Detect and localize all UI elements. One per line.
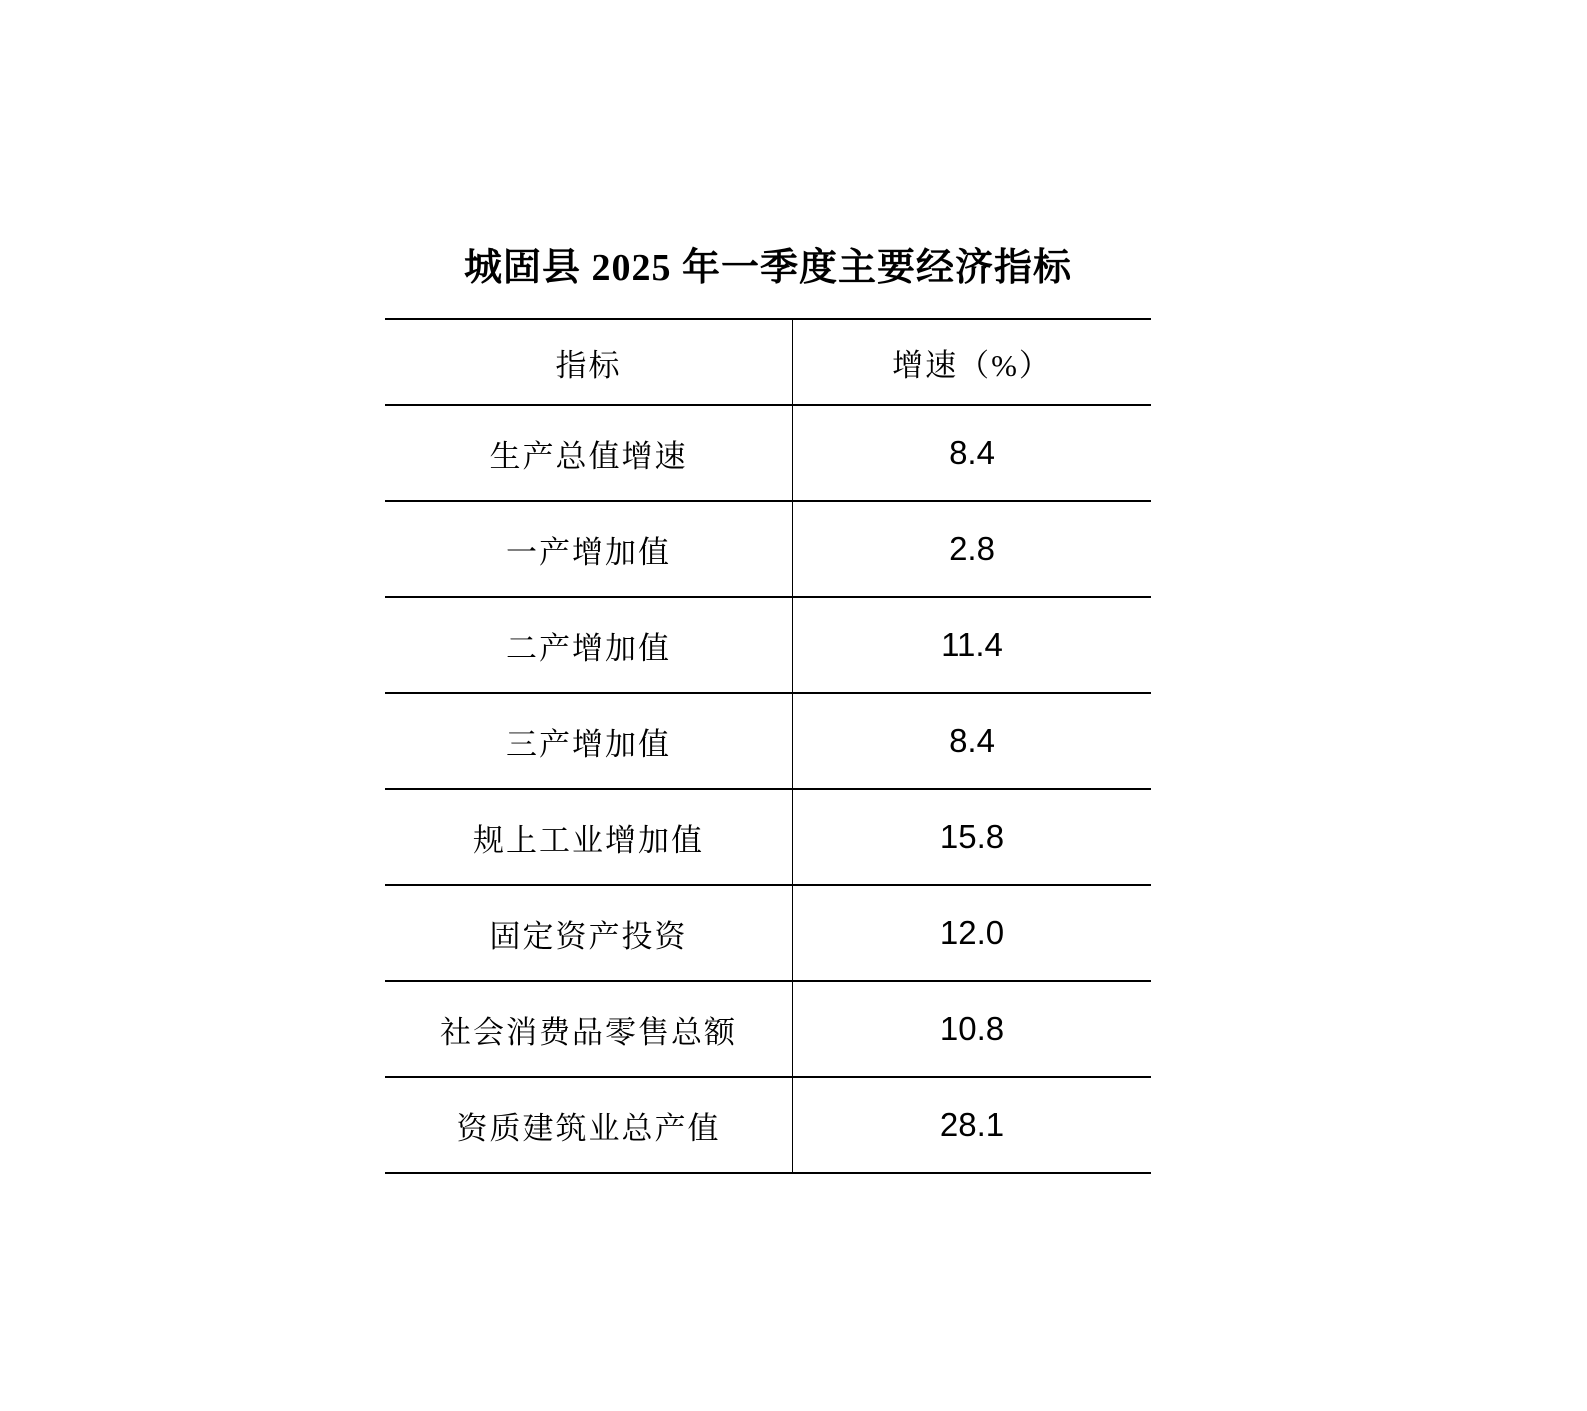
table-row: [385, 980, 1151, 1076]
table-row: [385, 404, 1151, 500]
table-row: [385, 1076, 1151, 1172]
growth-value-cell: 12.0: [939, 914, 1005, 951]
indicator-cell: 三产增加值: [385, 694, 793, 788]
indicator-cell: 社会消费品零售总额: [385, 982, 793, 1076]
growth-value-cell: 8.4: [949, 434, 995, 471]
growth-value-cell: 11.4: [941, 626, 1003, 663]
indicator-cell: 规上工业增加值: [385, 790, 793, 884]
table-row: [385, 788, 1151, 884]
indicator-cell: 资质建筑业总产值: [385, 1078, 793, 1172]
growth-value-cell: 2.8: [949, 530, 995, 567]
indicator-cell: 一产增加值: [385, 502, 793, 596]
indicator-cell: 二产增加值: [385, 598, 793, 692]
table-header-row: [385, 318, 1151, 404]
header-cell-growth: 增速（%）: [892, 347, 1052, 383]
growth-value-cell: 28.1: [939, 1106, 1005, 1143]
growth-value-cell: 15.8: [939, 818, 1005, 855]
economic-indicators-table: [385, 318, 1151, 1174]
indicator-cell: 生产总值增速: [385, 406, 793, 500]
page-title: 城固县 2025 年一季度主要经济指标: [463, 247, 1072, 289]
table-row: [385, 500, 1151, 596]
indicator-cell: 固定资产投资: [385, 886, 793, 980]
table-row: [385, 692, 1151, 788]
growth-value-cell: 8.4: [949, 722, 995, 759]
header-cell-indicator: 指标: [385, 320, 793, 404]
table-row: [385, 596, 1151, 692]
table-body: [385, 404, 1151, 1172]
table-row: [385, 884, 1151, 980]
growth-value-cell: 10.8: [939, 1010, 1005, 1047]
